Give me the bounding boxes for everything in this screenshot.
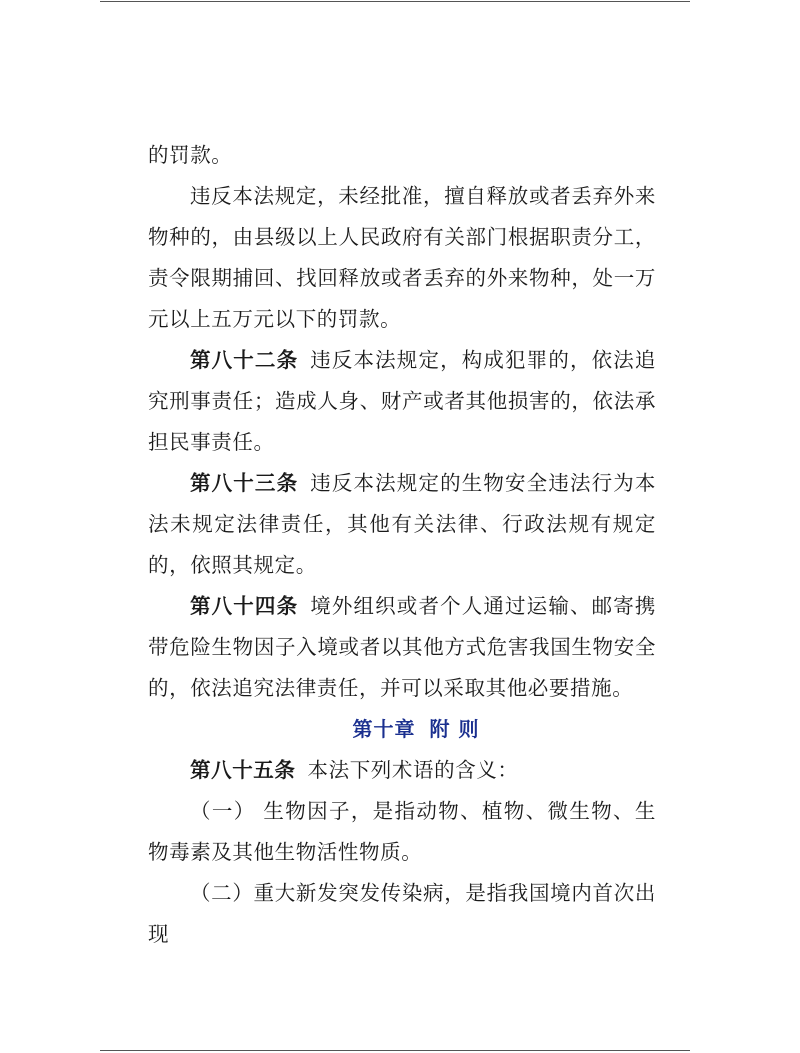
paragraph-text: 的罚款。 (148, 143, 233, 167)
article-text: 违反本法规定的生物安全违法行为本法未规定法律责任，其他有关法律、行政法规有规定的，依照其规定。 (148, 471, 657, 577)
document-body (148, 135, 656, 955)
definition-text: （一） 生物因子，是指动物、植物、微生物、生物毒素及其他生物活性物质。 (148, 799, 656, 864)
article-82 (148, 340, 656, 463)
article-text: 境外组织或者个人通过运输、邮寄携带危险生物因子入境或者以其他方式危害我国生物安全的，依法追究法律责任，并可以采取其他必要措施。 (148, 594, 657, 700)
header-rule (100, 1, 690, 2)
definition-text: （二）重大新发突发传染病，是指我国境内首次出现 (148, 881, 656, 946)
chapter-title: 附 则 (429, 717, 480, 741)
article-text: 违反本法规定，构成犯罪的，依法追究刑事责任；造成人身、财产或者其他损害的，依法承担民事责任。 (148, 348, 657, 454)
article-83 (148, 463, 656, 586)
paragraph-continuation (148, 135, 656, 176)
article-number: 第八十四条 (190, 594, 299, 618)
definition-item-1 (148, 791, 656, 873)
article-number: 第八十三条 (190, 471, 299, 495)
paragraph-alien-species (148, 176, 656, 340)
article-85 (148, 750, 656, 791)
footer-rule (100, 1050, 690, 1051)
chapter-heading (148, 709, 656, 750)
chapter-number: 第十章 (352, 717, 416, 741)
article-number: 第八十二条 (190, 348, 299, 372)
article-84 (148, 586, 656, 709)
article-text: 本法下列术语的含义： (307, 758, 519, 782)
definition-item-2 (148, 873, 656, 955)
article-number: 第八十五条 (190, 758, 296, 782)
paragraph-text: 违反本法规定，未经批准，擅自释放或者丢弃外来物种的，由县级以上人民政府有关部门根据职责分工，责令限期捕回、找回释放或者丢弃的外来物种，处一万元以上五万元以下的罚款。 (148, 184, 656, 331)
